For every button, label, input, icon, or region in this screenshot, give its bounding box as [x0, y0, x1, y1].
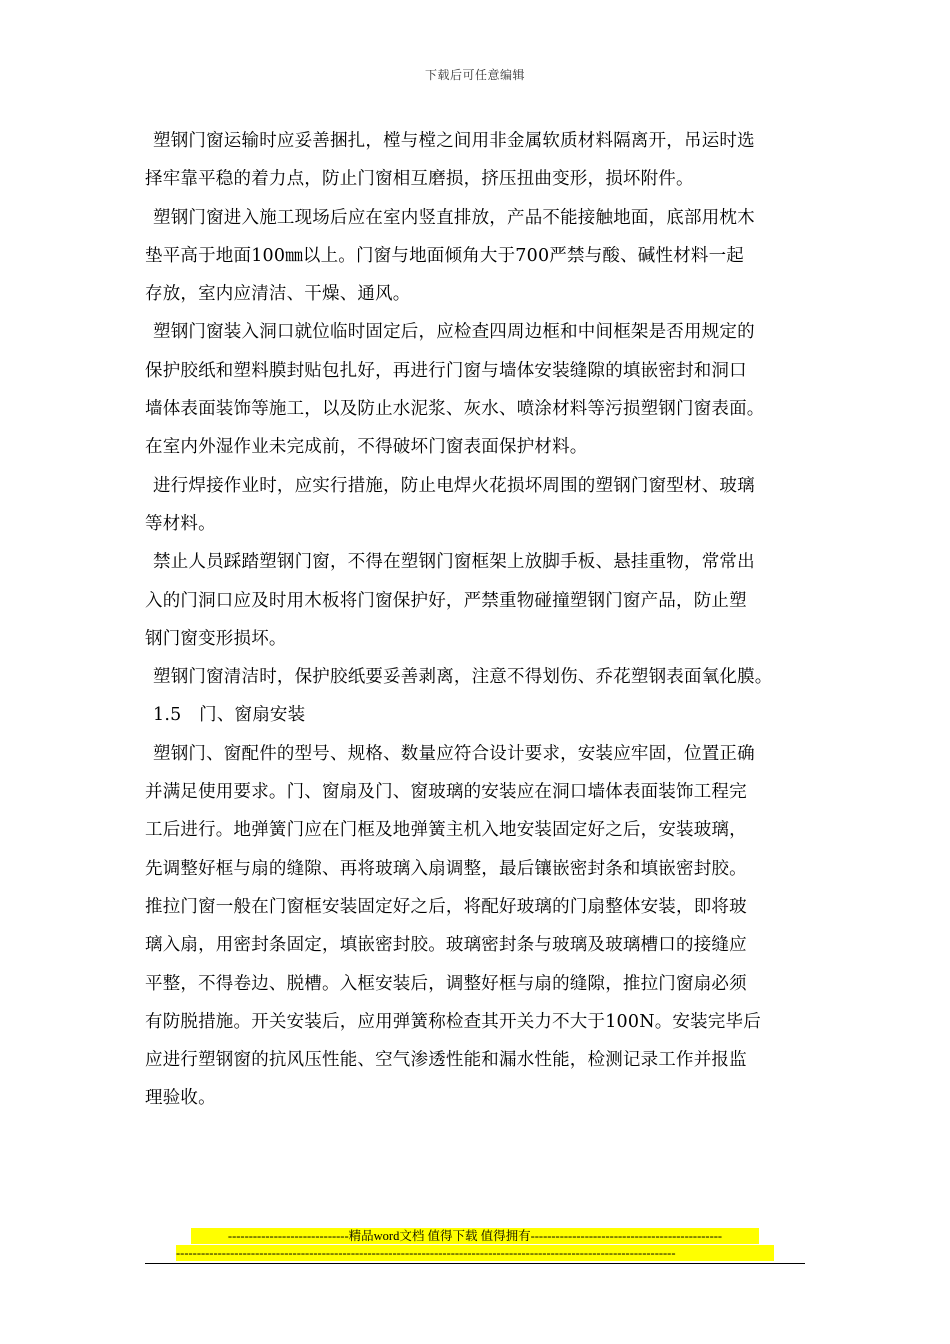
- text-line: 钢门窗变形损坏。: [145, 628, 287, 649]
- text-line: 等材料。: [145, 513, 216, 534]
- text-line: 先调整好框与扇的缝隙、再将玻璃入扇调整，最后镶嵌密封条和填嵌密封胶。: [145, 858, 747, 879]
- text-line: 璃入扇，用密封条固定，填嵌密封胶。玻璃密封条与玻璃及玻璃槽口的接缝应: [145, 935, 747, 956]
- text-line: 进行焊接作业时，应实行措施，防止电焊火花损坏周围的塑钢门窗型材、玻璃: [153, 475, 755, 496]
- text-line: 垫平高于地面100㎜以上。门窗与地面倾角大于700严禁与酸、碱性材料一起: [145, 245, 745, 266]
- text-line: 塑钢门窗装入洞口就位临时固定后，应检查四周边框和中间框架是否用规定的: [153, 322, 755, 343]
- header-note: 下载后可任意编辑: [424, 68, 525, 82]
- text-line: 理验收。: [145, 1088, 216, 1109]
- footer-banner-text: -----------------------------精品word文档 值得下载 值得拥有----------------------------------------------: [191, 1228, 759, 1244]
- text-line: 墙体表面装饰等施工，以及防止水泥浆、灰水、喷涂材料等污损塑钢门窗表面。: [145, 399, 765, 420]
- text-line: 塑钢门窗清洁时，保护胶纸要妥善剥离，注意不得划伤、乔花塑钢表面氧化膜。: [153, 667, 773, 688]
- text-line: 应进行塑钢窗的抗风压性能、空气渗透性能和漏水性能，检测记录工作并报监: [145, 1050, 747, 1071]
- text-line: 存放，室内应清洁、干燥、通风。: [145, 284, 411, 305]
- document-body: [145, 122, 813, 1118]
- text-line: 1.5 门、窗扇安装: [153, 705, 306, 726]
- text-line: 平整，不得卷边、脱槽。入框安装后，调整好框与扇的缝隙，推拉门窗扇必须: [145, 973, 747, 994]
- text-line: 塑钢门、窗配件的型号、规格、数量应符合设计要求，安装应牢固，位置正确: [153, 743, 755, 764]
- text-line: 择牢靠平稳的着力点，防止门窗相互磨损，挤压扭曲变形，损坏附件。: [145, 169, 694, 190]
- text-line: 禁止人员踩踏塑钢门窗，不得在塑钢门窗框架上放脚手板、悬挂重物，常常出: [153, 552, 755, 573]
- text-line: 塑钢门窗运输时应妥善捆扎，樘与樘之间用非金属软质材料隔离开，吊运时选: [153, 131, 755, 151]
- footer-banner-dashes: ------------------------------------------------------------------------------------------------------------------------: [176, 1245, 774, 1261]
- text-line: 有防脱措施。开关安装后，应用弹簧称检查其开关力不大于100N。安装完毕后: [145, 1011, 761, 1032]
- text-line: 在室内外湿作业未完成前，不得破坏门窗表面保护材料。: [145, 437, 588, 458]
- text-line: 推拉门窗一般在门窗框安装固定好之后，将配好玻璃的门扇整体安装，即将玻: [145, 896, 747, 917]
- text-line: 并满足使用要求。门、窗扇及门、窗玻璃的安装应在洞口墙体表面装饰工程完: [145, 782, 747, 803]
- text-line: 工后进行。地弹簧门应在门框及地弹簧主机入地安装固定好之后，安装玻璃，: [145, 820, 747, 841]
- text-line: 塑钢门窗进入施工现场后应在室内竖直排放，产品不能接触地面，底部用枕木: [153, 207, 755, 228]
- text-line: 入的门洞口应及时用木板将门窗保护好，严禁重物碰撞塑钢门窗产品，防止塑: [145, 590, 747, 611]
- footer-divider: [145, 1263, 805, 1264]
- text-line: 保护胶纸和塑料膜封贴包扎好，再进行门窗与墙体安装缝隙的填嵌密封和洞口: [145, 360, 747, 381]
